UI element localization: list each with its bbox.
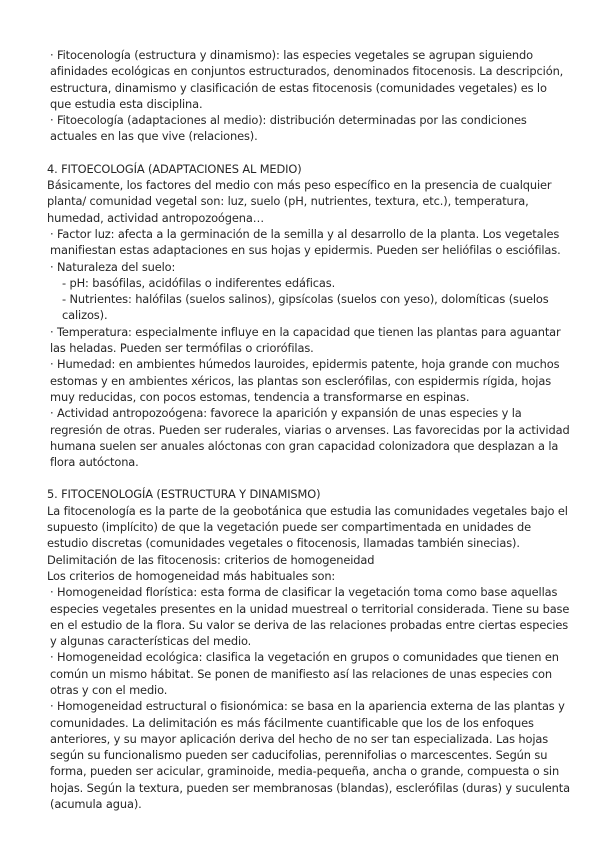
bullet-naturaleza-suelo: · Naturaleza del suelo: bbox=[50, 259, 176, 274]
section-5-heading: 5. FITOCENOLOGÍA (ESTRUCTURA Y DINAMISMO) bbox=[47, 487, 321, 502]
intro-bullet-fitocenologia: · Fitocenología (estructura y dinamismo): las especies vegetales se agrupan siguiendo afinidades ecológicas en conjuntos estructurados, denominados fitocenosis. La descripción, estructura, dinamismo y clasificación de estas fitocenosis (comunidades vegetales) es lo que estudia esta disciplina. bbox=[50, 48, 564, 111]
document-body bbox=[47, 47, 571, 812]
sub-bullet-nutrientes: - Nutrientes: halófilas (suelos salinos), gipsícolas (suelos con yeso), dolomíticas (suelos calizos). bbox=[62, 292, 549, 323]
delimitacion-subheading: Delimitación de las fitocenosis: criterios de homogeneidad bbox=[47, 552, 375, 567]
intro-bullet-fitoecologia: · Fitoecología (adaptaciones al medio): distribución determinadas por las condiciones actuales en las que vive (relaciones). bbox=[50, 113, 527, 144]
bullet-homogeneidad-estructural: · Homogeneidad estructural o fisionómica: se basa en la apariencia externa de las plantas y comunidades. La delimitación es más fácilmente cuantificable que los de los enfoques anteriores, y su mayor aplicación deriva del hecho de no ser tan especializada. Las hojas según su funcionalismo pueden ser caducifolias, perennifolias o marcescentes. Según su forma, pueden ser acicular, graminoide, media-pequeña, ancha o grande, compuesta o sin hojas. Según la textura, pueden ser membranosas (blandas), esclerófilas (duras) y suculenta (acumula agua). bbox=[50, 699, 570, 812]
bullet-factor-luz: · Factor luz: afecta a la germinación de la semilla y al desarrollo de la planta. Los vegetales manifiestan estas adaptaciones en sus hojas y epidermis. Pueden ser heliófilas o esciófilas. bbox=[50, 226, 561, 258]
criterios-intro: Los criterios de homogeneidad más habituales son: bbox=[47, 568, 336, 583]
section-5-intro: La fitocenología es la parte de la geobotánica que estudia las comunidades vegetales bajo el supuesto (implícito) de que la vegetación puede ser compartimentada en unidades de estudio discretas (comunidades vegetales o fitocenosis, llamadas también sinecias). bbox=[47, 503, 568, 551]
bullet-actividad-antropozoogena: · Actividad antropozoógena: favorece la aparición y expansión de unas especies y la regresión de otras. Pueden ser ruderales, viarias o arvenses. Las favorecidas por la actividad humana suelen ser anuales alóctonas con gran capacidad colonizadora que desplazan a la flora autóctona. bbox=[50, 406, 570, 470]
sub-bullet-ph: - pH: basófilas, acidófilas o indiferentes edáficas. bbox=[62, 275, 336, 290]
bullet-humedad: · Humedad: en ambientes húmedos lauroides, epidermis patente, hoja grande con muchos estomas y en ambientes xéricos, las plantas son esclerófilas, con espidermis rígida, hojas muy reducidas, con pocos estomas, tendencia a transformarse en espinas. bbox=[50, 357, 560, 404]
bullet-homogeneidad-ecologica: · Homogeneidad ecológica: clasifica la vegetación en grupos o comunidades que tienen en común un mismo hábitat. Se ponen de manifiesto así las relaciones de unas especies con otras y con el medio. bbox=[50, 650, 559, 697]
bullet-temperatura: · Temperatura: especialmente influye en la capacidad que tienen las plantas para aguantar las heladas. Pueden ser termófilas o criorófilas. bbox=[50, 324, 561, 356]
section-4-intro: Básicamente, los factores del medio con más peso específico en la presencia de cualquier planta/ comunidad vegetal son: luz, suelo (pH, nutrientes, textura, etc.), temperatura, humedad, actividad antropozoógena… bbox=[47, 178, 552, 225]
section-4-heading: 4. FITOECOLOGÍA (ADAPTACIONES AL MEDIO) bbox=[47, 161, 302, 176]
bullet-homogeneidad-floristica: · Homogeneidad florística: esta forma de clasificar la vegetación toma como base aquellas especies vegetales presentes en la unidad muestreal o territorial considerada. Tiene su base en el estudio de la flora. Su valor se deriva de las relaciones probadas entre ciertas especies y algunas características del medio. bbox=[50, 585, 570, 649]
